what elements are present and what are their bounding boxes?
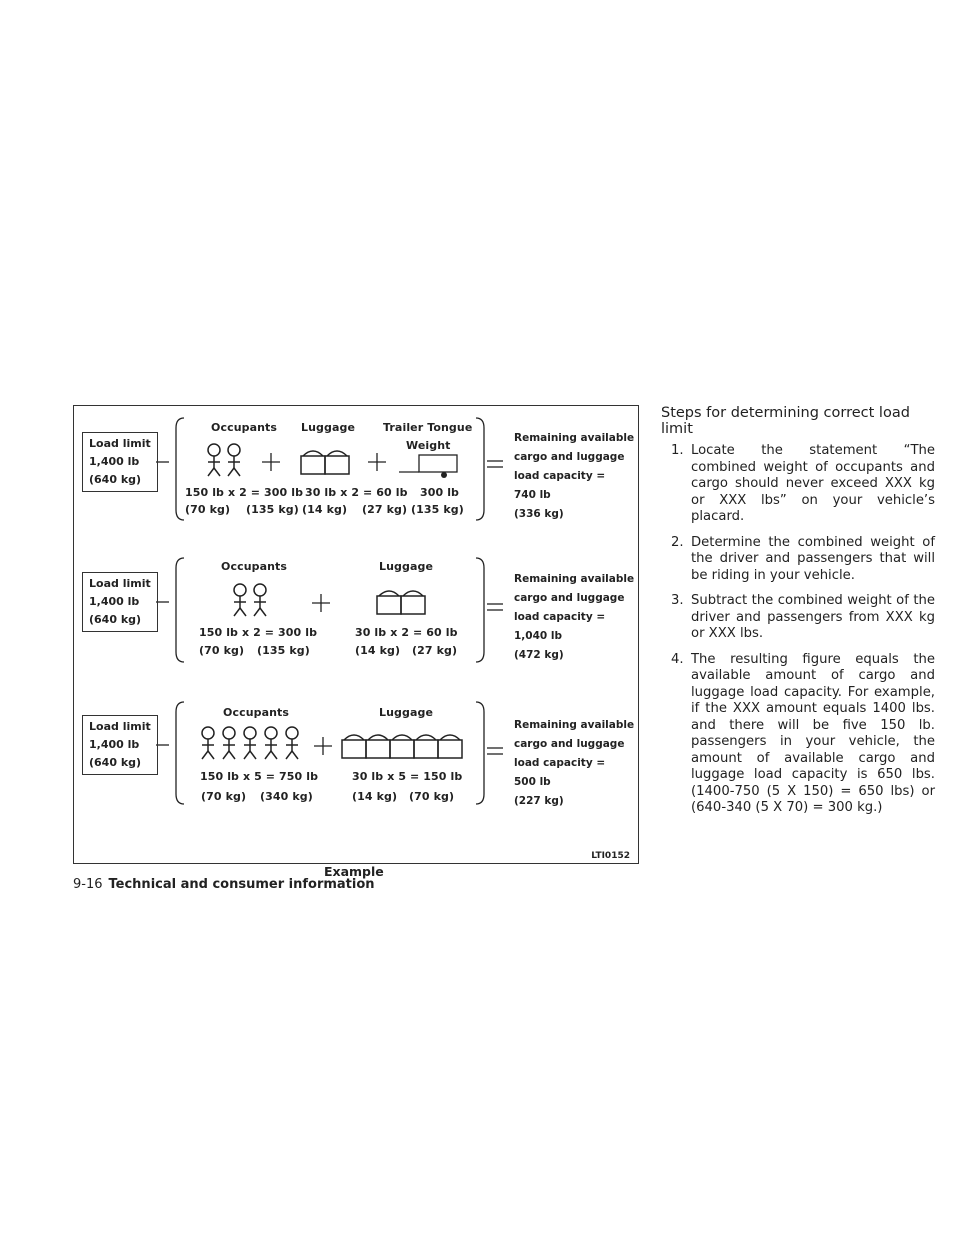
load-limit-label: Load limit: [89, 437, 151, 450]
luggage-header: Luggage: [379, 706, 434, 719]
kg-value: (70 kg): [185, 503, 231, 516]
remaining-line: Remaining available: [514, 573, 635, 585]
load-limit-label: Load limit: [89, 577, 151, 590]
step-text: Determine the combined weight of the driver and passengers that will be riding in your vehicle.: [691, 534, 935, 583]
step-number: 4.: [671, 651, 684, 667]
list-item: [661, 652, 935, 817]
figure-code: LTI0152: [591, 851, 630, 861]
remaining-line: 740 lb: [514, 489, 551, 501]
load-limit-lb: 1,400 lb: [89, 738, 140, 751]
steps-list: [661, 443, 935, 817]
list-item: [661, 593, 935, 643]
section-heading: Steps for determining correct load limit: [661, 405, 910, 437]
remaining-line: 1,040 lb: [514, 630, 562, 642]
remaining-line: 500 lb: [514, 776, 551, 788]
load-limit-kg: (640 kg): [89, 613, 142, 626]
step-text: Subtract the combined weight of the driver and passengers from XXX kg or XXX lbs.: [691, 593, 935, 641]
load-limit-kg: (640 kg): [89, 756, 142, 769]
kg-value: (70 kg): [409, 790, 455, 803]
remaining-line: (472 kg): [514, 649, 564, 661]
remaining-line: load capacity =: [514, 757, 606, 769]
load-limit-lb: 1,400 lb: [89, 595, 140, 608]
kg-value: (14 kg): [355, 644, 401, 657]
kg-value: (70 kg): [199, 644, 245, 657]
row3-graphics: [156, 702, 503, 804]
load-limit-figure: [73, 405, 639, 864]
occupants-equation: 150 lb x 5 = 750 lb: [200, 770, 319, 783]
list-item: [661, 535, 935, 585]
step-number: 2.: [671, 534, 684, 550]
remaining-line: cargo and luggage: [514, 451, 625, 463]
luggage-header: Luggage: [379, 560, 434, 573]
occupants-equation: 150 lb x 2 = 300 lb: [199, 626, 318, 639]
remaining-line: Remaining available: [514, 719, 635, 731]
occupants-header: Occupants: [221, 560, 288, 573]
instructions-column: [661, 405, 935, 826]
luggage-equation: 30 lb x 2 = 60 lb: [305, 486, 408, 499]
load-limit-box-2: [82, 572, 158, 632]
remaining-line: (336 kg): [514, 508, 564, 520]
kg-value: (135 kg): [246, 503, 299, 516]
load-limit-label: Load limit: [89, 720, 151, 733]
remaining-line: (227 kg): [514, 795, 564, 807]
load-limit-kg: (640 kg): [89, 473, 142, 486]
kg-value: (135 kg): [257, 644, 310, 657]
luggage-header: Luggage: [301, 421, 356, 434]
step-text: The resulting figure equals the available amount of cargo and luggage load capacity. For example, if the XXX amount equals 1400 lbs. and there will be five 150 lb. passengers in your vehicle, the amount of available cargo and luggage load capacity is 650 lbs. (1400-750 (5 X 150) = 650 lbs) or (640-340 (5 X 70) = 300 kg.): [691, 651, 935, 815]
trailer-header: Trailer Tongue: [383, 421, 473, 434]
occupants-header: Occupants: [223, 706, 290, 719]
kg-value: (70 kg): [201, 790, 247, 803]
kg-value: (27 kg): [412, 644, 458, 657]
kg-value: (14 kg): [302, 503, 348, 516]
step-number: 1.: [671, 443, 684, 458]
luggage-equation: 30 lb x 2 = 60 lb: [355, 626, 458, 639]
occupants-equation: 150 lb x 2 = 300 lb: [185, 486, 304, 499]
figure-caption: Example: [324, 864, 384, 879]
trailer-header-2: Weight: [406, 439, 451, 452]
kg-value: (14 kg): [352, 790, 398, 803]
remaining-line: cargo and luggage: [514, 738, 625, 750]
occupants-header: Occupants: [211, 421, 278, 434]
page-number: 9-16: [73, 877, 103, 892]
remaining-line: Remaining available: [514, 432, 635, 444]
load-limit-box-3: [82, 715, 158, 775]
load-limit-box-1: [82, 432, 158, 492]
page-footer: [73, 877, 375, 892]
kg-value: (135 kg): [411, 503, 464, 516]
list-item: [661, 443, 935, 526]
remaining-line: cargo and luggage: [514, 592, 625, 604]
step-text: Locate the statement “The combined weight of occupants and cargo should never exceed XXX kg or XXX lbs” on your vehicle’s placard.: [691, 443, 935, 524]
trailer-equation: 300 lb: [420, 486, 460, 499]
kg-value: (27 kg): [362, 503, 408, 516]
step-number: 3.: [671, 593, 684, 608]
remaining-line: load capacity =: [514, 470, 606, 482]
section-title: Technical and consumer information: [108, 877, 375, 892]
load-limit-lb: 1,400 lb: [89, 455, 140, 468]
kg-value: (340 kg): [260, 790, 313, 803]
luggage-equation: 30 lb x 5 = 150 lb: [352, 770, 463, 783]
remaining-line: load capacity =: [514, 611, 606, 623]
